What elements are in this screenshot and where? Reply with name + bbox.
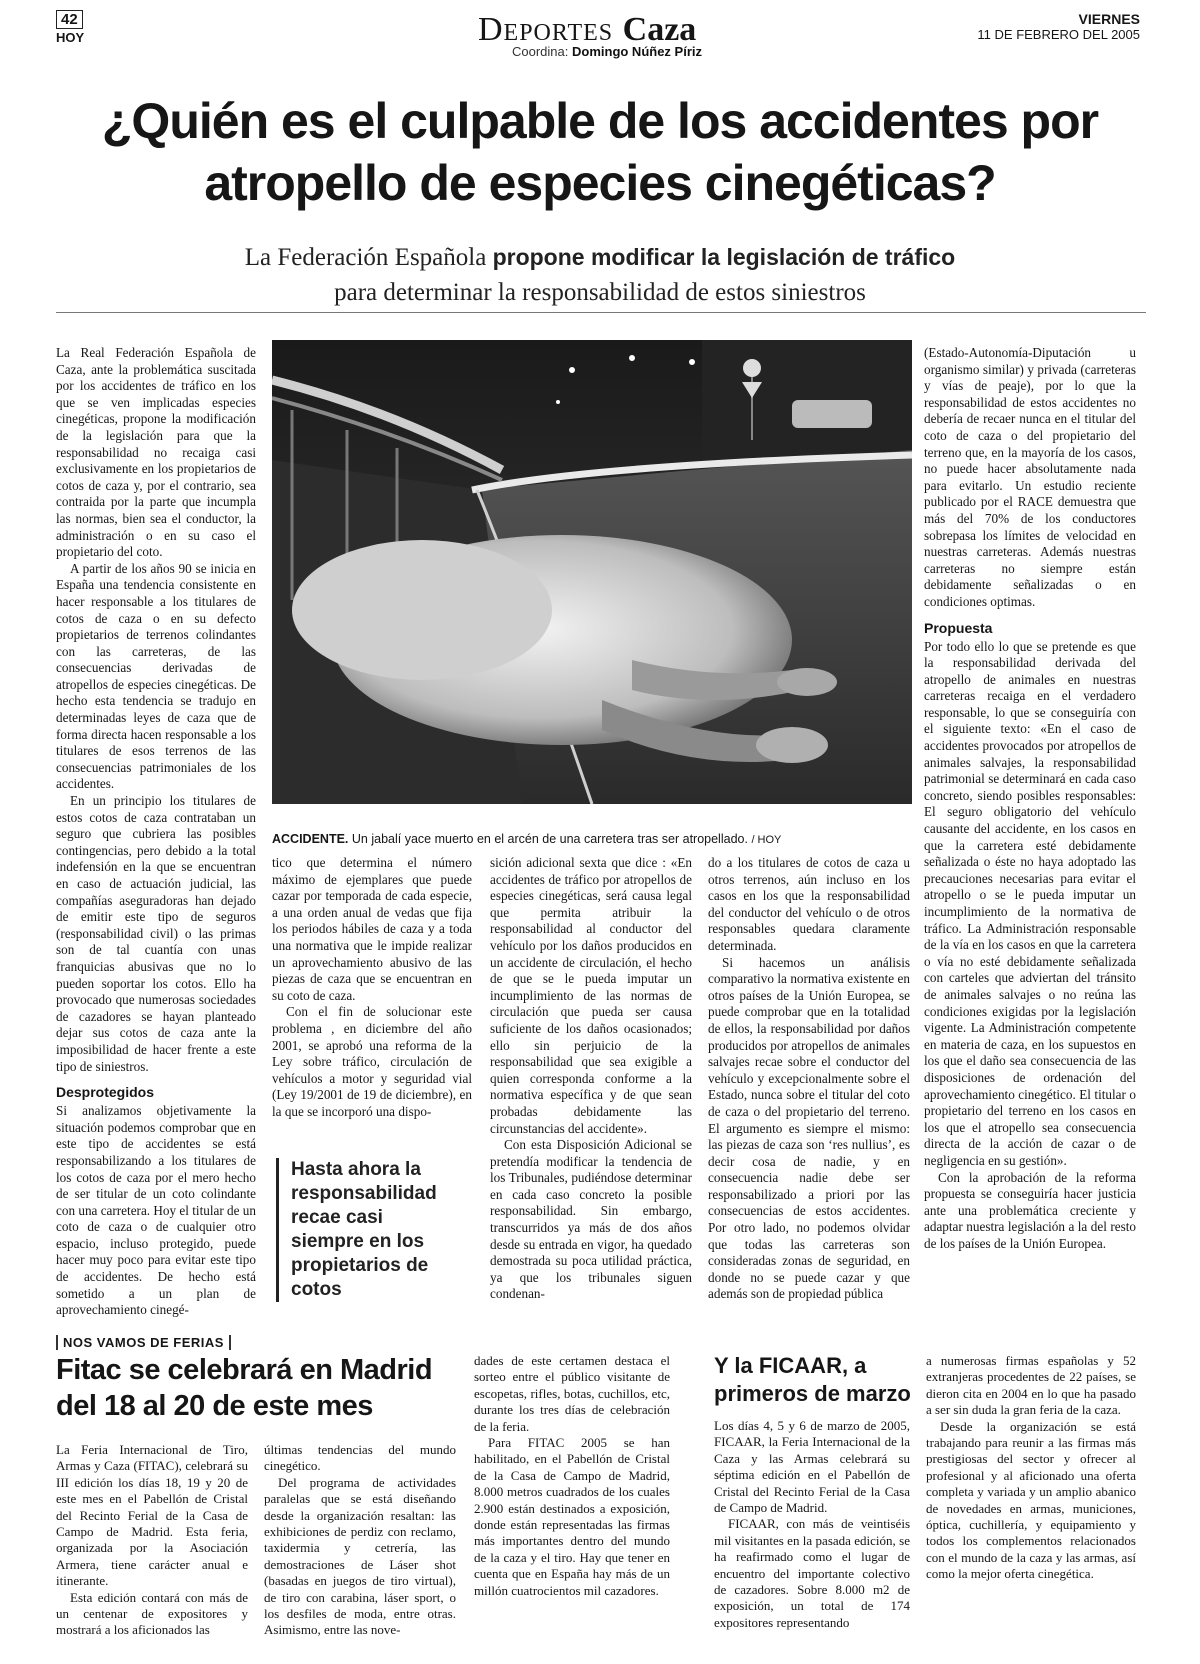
subhead-rest: para determinar la responsabilidad de estos siniestros bbox=[334, 279, 866, 306]
fitac-column-1 bbox=[56, 1442, 248, 1639]
paragraph: Si analizamos objetivamente la situación podemos comprobar que en este tipo de accidentes se está responsabilizando a los titulares de los cotos de caza por el mero hecho de ser titular de un coto colindante con una carretera. Hoy el titular de un coto de caza o de cualquier otro espacio, incluso protegido, puede hacer muy poco para evitar este tipo de accidentes. De hecho está sometido a un plan de aprovechamiento cinegé- bbox=[56, 1103, 256, 1318]
paragraph: sición adicional sexta que dice : «En accidentes de tráfico por atropellos de especies cinegéticas, será causa legal que permita atribuir la responsabilidad al conductor del vehículo por los daños producidos en un accidente de circulación, el hecho de que se le pueda imputar un incumplimiento de las normas de circulación que pueda ser causa suficiente de los daños ocasionados; ello sin perjuicio de la responsabilidad que sea exigible a quien corresponda conforme a la normativa específica y de que sean probadas debidamente las circunstancias del accidente». bbox=[490, 855, 692, 1136]
coordinator-name: Domingo Núñez Píriz bbox=[572, 44, 702, 59]
subhead-bold: propone modificar la legislación de tráfico bbox=[492, 244, 956, 270]
page-number: 42 bbox=[56, 10, 83, 29]
ficaar-headline: Y la FICAAR, a primeros de marzo bbox=[714, 1353, 911, 1406]
photo-caption bbox=[272, 832, 922, 846]
paragraph: Con el fin de solucionar este problema , en diciembre del año 2001, se aprobó una reforma de la Ley sobre tráfico, circulación de vehículos a motor y seguridad vial (Ley 19/2001 de 19 de diciembre), en la que se incorporó una dispo- bbox=[272, 1004, 472, 1119]
paragraph: Si hacemos un análisis comparativo la normativa existente en otros países de la Unión Europea, se puede comprobar que en la totalidad de ellos, la responsabilidad por daños producidos por atropellos de animales salvajes recae sobre el conductor del vehículo y excepcionalmente sobre el Estado, nunca sobre el titular del coto de caza o del propietario del terreno. El argumento es siempre el mismo: las piezas de caza son ‘res nullius’, es decir cosa de nadie, y en consecuencia nadie debe ser responsabilizado a priori por las consecuencias de estos accidentes. Por otro lado, no podemos olvidar que todas las carreteras son consideradas zonas de seguridad, en donde no se puede cazar y que además son de propiedad pública bbox=[708, 954, 910, 1302]
section-subhead: Propuesta bbox=[924, 619, 993, 636]
paragraph: La Feria Internacional de Tiro, Armas y Caza (FITAC), celebrará su III edición los días 18, 19 y 20 de este mes en el Pabellón de Cristal del Recinto Ferial de la Casa de Campo de Madrid. Esta feria, organizada por la Asociación Armera, tiene carácter anual e itinerante. bbox=[56, 1442, 248, 1589]
paragraph: Esta edición contará con más de un centenar de expositores y mostrará a los aficionados las bbox=[56, 1589, 248, 1638]
caption-credit: / HOY bbox=[751, 834, 782, 846]
paragraph: En un principio los titulares de estos cotos de caza contrataban un seguro que cubriera las posibles contingencias, pero debido a la total indefensión en la que se encuentran en caso de actuación judicial, las compañías aseguradoras han dejado de emitir este tipo de seguros (responsabilidad civil) o las primas son de tal cuantía con unas franquicias abusivas que no lo pueden soportar los cotos. Ello ha provocado que numerosas sociedades de cazadores se hayan planteado dejar sus cotos de caza ante la imposibilidad de hacer frente a este tipo de siniestros. bbox=[56, 793, 256, 1074]
ficaar-column-1 bbox=[714, 1418, 910, 1631]
issue-date: 11 DE FEBRERO DEL 2005 bbox=[977, 27, 1140, 42]
section-title bbox=[478, 12, 696, 48]
article-column-2 bbox=[272, 855, 472, 1121]
pull-quote: Hasta ahora la responsabilidad recae casi siempre en los propietarios de cotos bbox=[276, 1158, 461, 1302]
paragraph: últimas tendencias del mundo cinegético. bbox=[264, 1442, 456, 1474]
publication-name: HOY bbox=[56, 30, 85, 45]
fitac-headline: Fitac se celebrará en Madrid del 18 al 20 de este mes bbox=[56, 1354, 433, 1422]
fitac-column-2 bbox=[264, 1442, 456, 1639]
paragraph: Desde la organización se está trabajando para reunir a las firmas más prestigiosas del sector y ofrecer al profesional y al aficionado una oferta completa y variada y un amplio abanico de novedades en armas, municiones, óptica, cuchillería, y equipamiento y todos los complementos relacionados con el mundo de la caza y las armas, así como la mejor oferta cinegética. bbox=[926, 1418, 1136, 1582]
section-name: Caza bbox=[622, 11, 697, 48]
paragraph: Con la aprobación de la reforma propuesta se conseguiría hacer justicia ante una problemática creciente y adaptar nuestra legislación a la del resto de los países de la Unión Europea. bbox=[924, 1169, 1136, 1251]
article-column-3 bbox=[490, 855, 692, 1303]
paragraph: a numerosas firmas españolas y 52 extranjeras procedentes de 22 países, se dieron cita en 2004 en lo que ha pasado a ser sin duda la gran feria de la caza. bbox=[926, 1353, 1136, 1418]
boar-on-road-image bbox=[272, 340, 912, 804]
article-column-1 bbox=[56, 345, 256, 1319]
coordinator bbox=[512, 44, 702, 59]
paragraph: tico que determina el número máximo de ejemplares que puede cazar por temporada de cada especie, a una orden anual de vedas que fija los periodos hábiles de caza y a toda una normativa que le impide realizar un aprovechamiento abusivo de las piezas de caza que se encuentran en su coto de caza. bbox=[272, 855, 472, 1003]
fairs-kicker: NOS VAMOS DE FERIAS bbox=[56, 1335, 231, 1350]
article-column-4 bbox=[708, 855, 910, 1303]
article-column-5 bbox=[924, 345, 1136, 1252]
article-headline: ¿Quién es el culpable de los accidentes por atropello de especies cinegéticas? bbox=[101, 93, 1099, 211]
paragraph: Los días 4, 5 y 6 de marzo de 2005, FICAAR, la Feria Internacional de la Caza y las Armas celebrará su séptima edición en el Pabellón de Cristal del Recinto Ferial de la Casa de Campo de Madrid. bbox=[714, 1418, 910, 1516]
headline-divider bbox=[56, 312, 1146, 313]
coordinator-label: Coordina: bbox=[512, 44, 569, 59]
section-prefix: Deportes bbox=[478, 11, 614, 48]
subhead-lead: La Federación Española bbox=[244, 244, 487, 271]
section-subhead: Desprotegidos bbox=[56, 1084, 155, 1101]
paragraph: FICAAR, con más de veintiséis mil visitantes en la pasada edición, se ha reafirmado como el lugar de encuentro del importante colectivo de cazadores. Sobre 8.000 m2 de exposición, un total de 174 expositores representando bbox=[714, 1516, 910, 1630]
issue-day: VIERNES bbox=[1078, 11, 1140, 27]
paragraph: (Estado-Autonomía-Diputación u organismo similar) y privada (carreteras y vías de peaje), por lo que la responsabilidad de estos accidentes no debería de recaer nunca en el titular del coto de caza o del propietario del terreno que, en la mayoría de los casos, no puede hacer absolutamente nada para evitarlo. Un estudio reciente publicado por el RACE demuestra que más del 70% de los conductores sobrepasa los límites de velocidad en nuestras carreteras. Además nuestras carreteras no siempre están debidamente señalizadas o en condiciones optimas. bbox=[924, 345, 1136, 609]
caption-text: Un jabalí yace muerto en el arcén de una carretera tras ser atropellado. bbox=[351, 832, 748, 846]
caption-lead: ACCIDENTE. bbox=[272, 832, 349, 846]
ficaar-column-2 bbox=[926, 1353, 1136, 1583]
article-subhead bbox=[60, 240, 1140, 310]
paragraph: do a los titulares de cotos de caza u otros terrenos, aún incluso en los casos en los que la responsabilidad del conductor del vehículo o de otros responsables quedara claramente determinada. bbox=[708, 855, 910, 953]
paragraph: dades de este certamen destaca el sorteo entre el público visitante de escopetas, rifles, botas, cuchillos, etc, durante los tres días de celebración de la feria. bbox=[474, 1353, 670, 1434]
paragraph: Por todo ello lo que se pretende es que la responsabilidad derivada del atropello de animales en nuestras carreteras recaiga en el verdadero responsable, lo que se conseguiría con el siguiente texto: «En el caso de accidentes provocados por atropellos de animales salvajes, la responsabilidad patrimonial se determinará en cada caso concreto, siendo posibles responsables: El seguro obligatorio del vehículo causante del accidente, en los casos en que la carretera esté debidamente señalizada o éste no haya adoptado las precauciones necesarias para evitar el atropello o se le pueda imputar un incumplimiento de la normativa de tráfico. La Administración responsable de la vía en los casos en que la carretera o vía no esté debidamente señalizada con carteles que adviertan del tránsito de animales salvajes o no reúna las condiciones exigidas por la legislación vigente. La Administración competente en materia de caza, en los supuestos en los que el daño sea consecuencia de las disposiciones de ordenación del aprovechamiento cinegético. El titular o propietario del terreno en los casos en los que el atropello sea consecuencia directa de la acción de cazar o de negligencia en su gestión». bbox=[924, 638, 1136, 1168]
fitac-column-3 bbox=[474, 1353, 670, 1599]
paragraph: La Real Federación Española de Caza, ante la problemática suscitada por los accidentes de tráfico en los que se ven implicadas especies cinegéticas, propone la modificación de la legislación para que la responsabilidad no recaiga casi exclusivamente en los propietarios de cotos de caza y, por el contrario, sea contraida por la parte que incumpla las normas, bien sea el conductor, la administración o en su caso el propietario del coto. bbox=[56, 345, 256, 560]
paragraph: Para FITAC 2005 se han habilitado, en el Pabellón de Cristal de la Casa de Campo de Madrid, 8.000 metros cuadrados de los cuales 2.900 están destinados a exposición, donde están representadas las firmas más importantes dentro del mundo de la caza y el tiro. Hay que tener en cuenta que en España hay más de un millón cuatrocientos mil cazadores. bbox=[474, 1435, 670, 1598]
paragraph: Del programa de actividades paralelas que se está diseñando desde la organización resaltan: las exhibiciones de perdiz con reclamo, taxidermia y cetrería, las demostraciones de Láser shot (basadas en juegos de tiro virtual), de tiro con carabina, láser sport, o los desfiles de moda, entre otras. Asimismo, entre las nove- bbox=[264, 1474, 456, 1638]
article-photo bbox=[272, 340, 912, 804]
paragraph: Con esta Disposición Adicional se pretendía modificar la tendencia de los Tribunales, pudiéndose determinar en cada caso concreto la posible responsabilidad. Sin embargo, transcurridos ya más de dos años desde su entrada en vigor, ha quedado demostrada su poca utilidad práctica, ya que los tribunales siguen condenan- bbox=[490, 1137, 692, 1302]
paragraph: A partir de los años 90 se inicia en España una tendencia consistente en hacer responsable a los titulares de cotos de caza o en su defecto propietarios de terrenos colindantes con las carreteras, de las consecuencias derivadas de atropellos de especies cinegéticas. De hecho esta tendencia se tradujo en determinadas leyes de caza que de forma directa hacen responsable a los titulares de esos terrenos de las consecuencias patrimoniales de los accidentes. bbox=[56, 560, 256, 792]
